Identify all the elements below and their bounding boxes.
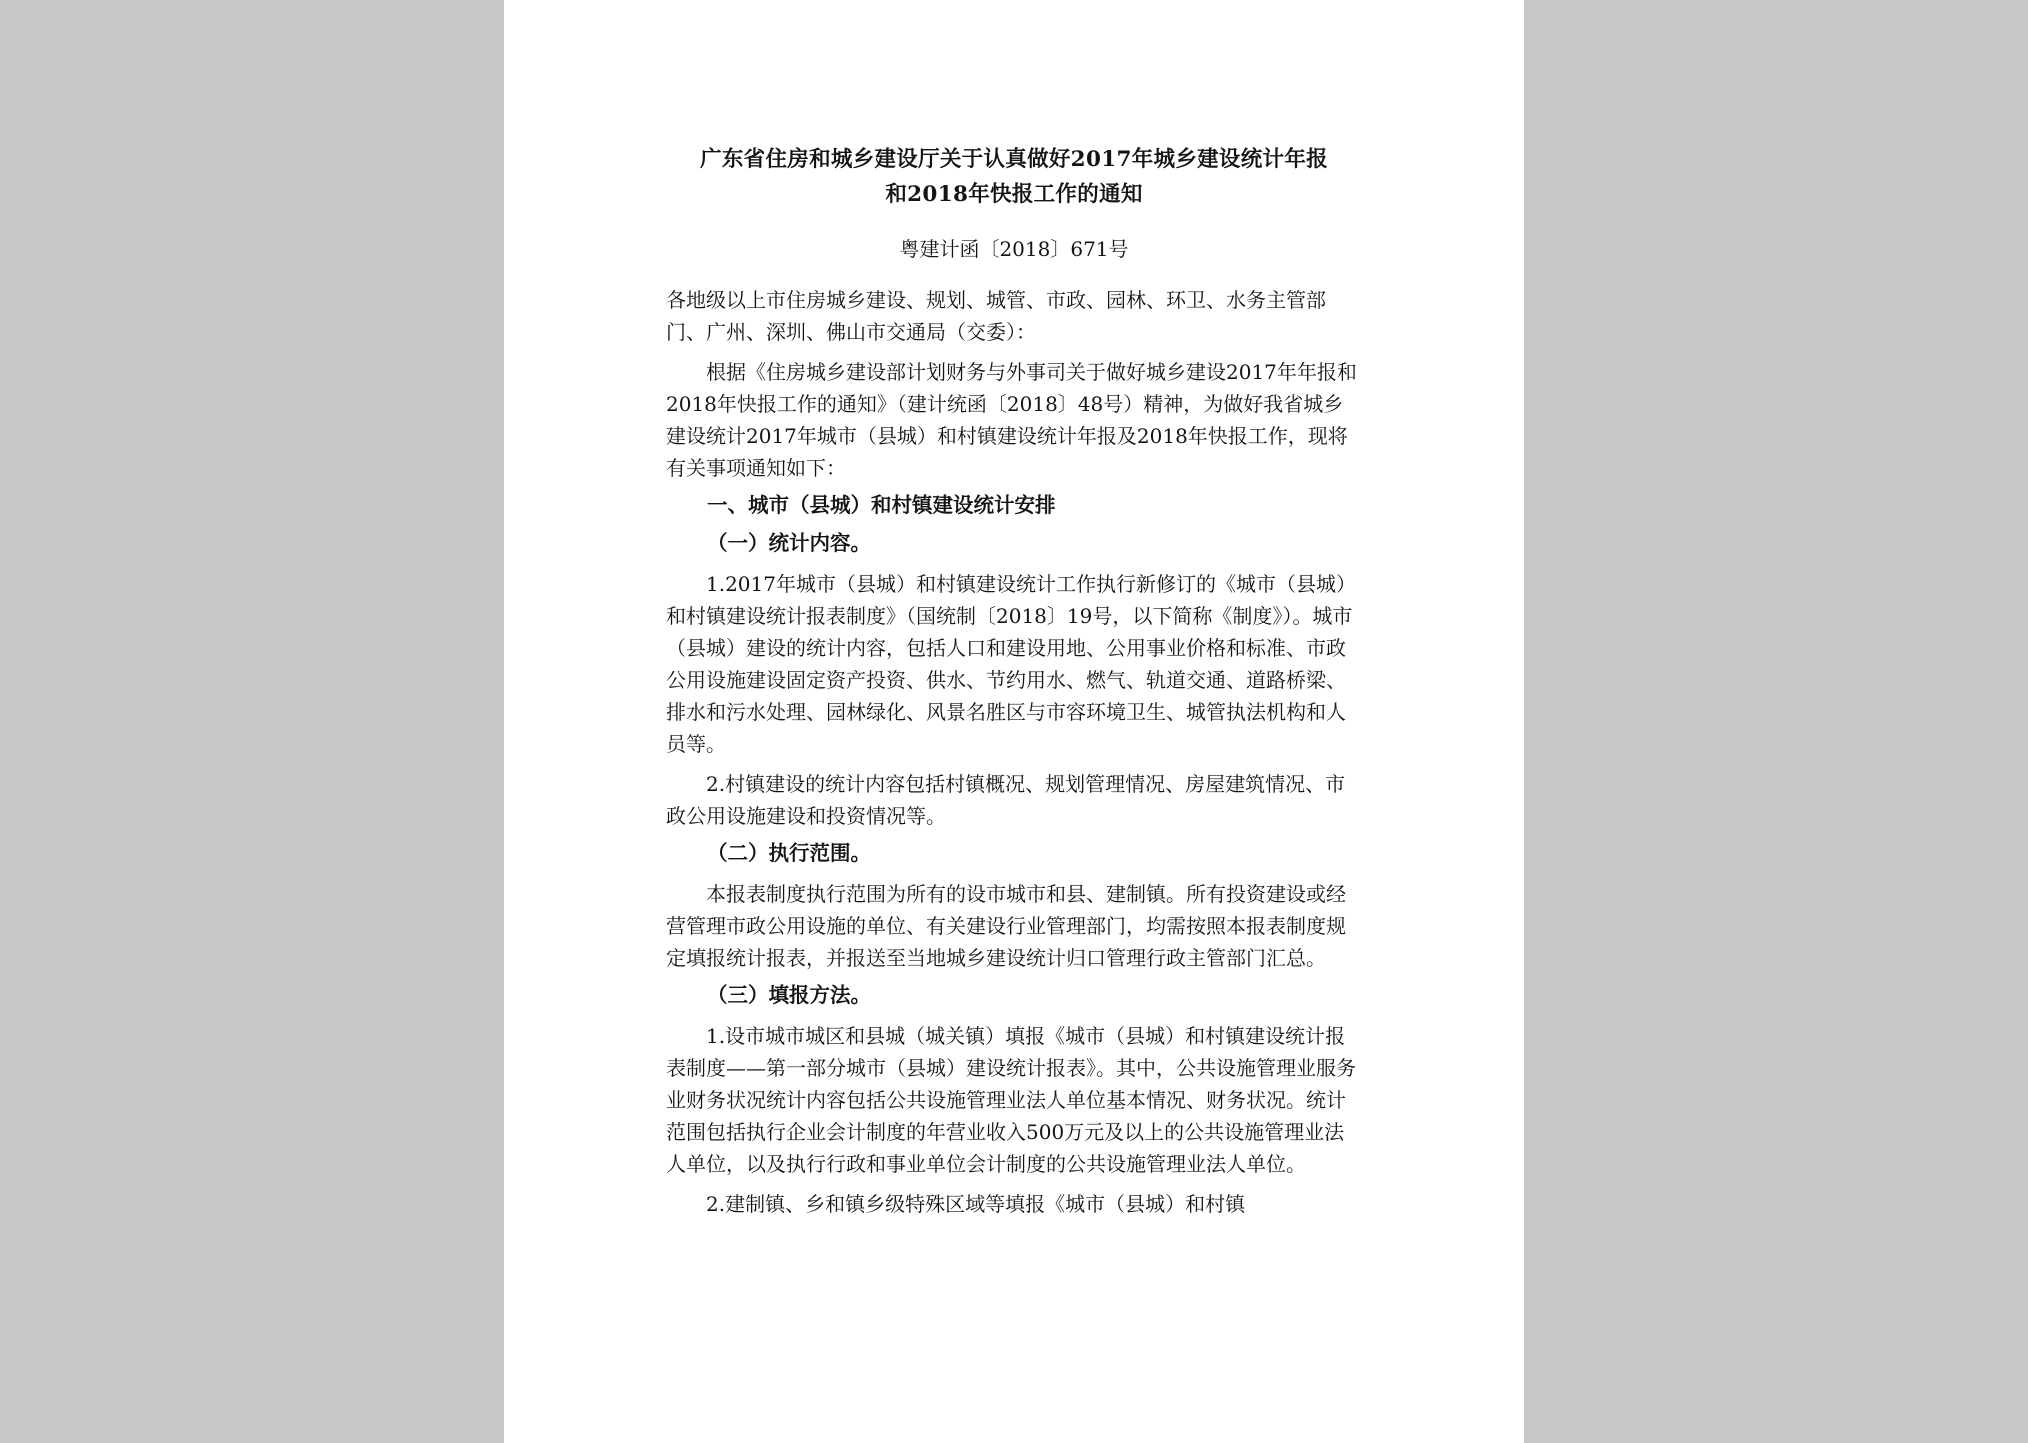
subsection-2-heading: （二）执行范围。 <box>707 841 871 865</box>
document-body <box>666 142 1362 1220</box>
subsection-3-paragraph-2: 2.建制镇、乡和镇乡级特殊区域等填报《城市（县城）和村镇 <box>706 1192 1246 1216</box>
document-title <box>666 142 1362 212</box>
addressee: 各地级以上市住房城乡建设、规划、城管、市政、园林、环卫、水务主管部门、广州、深圳、佛山市交通局（交委）： <box>666 288 1326 344</box>
document-page <box>504 0 1524 1443</box>
document-title-line-2: 和2018年快报工作的通知 <box>885 182 1143 207</box>
subsection-1-paragraph-2: 2.村镇建设的统计内容包括村镇概况、规划管理情况、房屋建筑情况、市政公用设施建设和投资情况等。 <box>666 772 1346 828</box>
section-1-heading: 一、城市（县城）和村镇建设统计安排 <box>707 493 1056 517</box>
subsection-1-paragraph-1: 1.2017年城市（县城）和村镇建设统计工作执行新修订的《城市（县城）和村镇建设统计报表制度》（国统制〔2018〕19号，以下简称《制度》）。城市（县城）建设的统计内容，包括人口和建设用地、公用事业价格和标准、市政公用设施建设固定资产投资、供水、节约用水、燃气、轨道交通、道路桥梁、排水和污水处理、园林绿化、风景名胜区与市容环境卫生、城管执法机构和人员等。 <box>666 572 1356 756</box>
subsection-3-heading: （三）填报方法。 <box>707 983 871 1007</box>
document-title-line-1: 广东省住房和城乡建设厅关于认真做好2017年城乡建设统计年报 <box>700 147 1328 172</box>
subsection-2-paragraph-1: 本报表制度执行范围为所有的设市城市和县、建制镇。所有投资建设或经营管理市政公用设施的单位、有关建设行业管理部门，均需按照本报表制度规定填报统计报表，并报送至当地城乡建设统计归口管理行政主管部门汇总。 <box>666 882 1346 970</box>
document-number: 粤建计函〔2018〕671号 <box>899 237 1129 261</box>
intro-paragraph: 根据《住房城乡建设部计划财务与外事司关于做好城乡建设2017年年报和2018年快报工作的通知》（建计统函〔2018〕48号）精神，为做好我省城乡建设统计2017年城市（县城）和村镇建设统计年报及2018年快报工作，现将有关事项通知如下： <box>666 360 1357 480</box>
subsection-1-heading: （一）统计内容。 <box>707 531 871 555</box>
subsection-3-paragraph-1: 1.设市城市城区和县城（城关镇）填报《城市（县城）和村镇建设统计报表制度——第一部分城市（县城）建设统计报表》。其中，公共设施管理业服务业财务状况统计内容包括公共设施管理业法人单位基本情况、财务状况。统计范围包括执行企业会计制度的年营业收入500万元及以上的公共设施管理业法人单位，以及执行行政和事业单位会计制度的公共设施管理业法人单位。 <box>666 1024 1356 1176</box>
